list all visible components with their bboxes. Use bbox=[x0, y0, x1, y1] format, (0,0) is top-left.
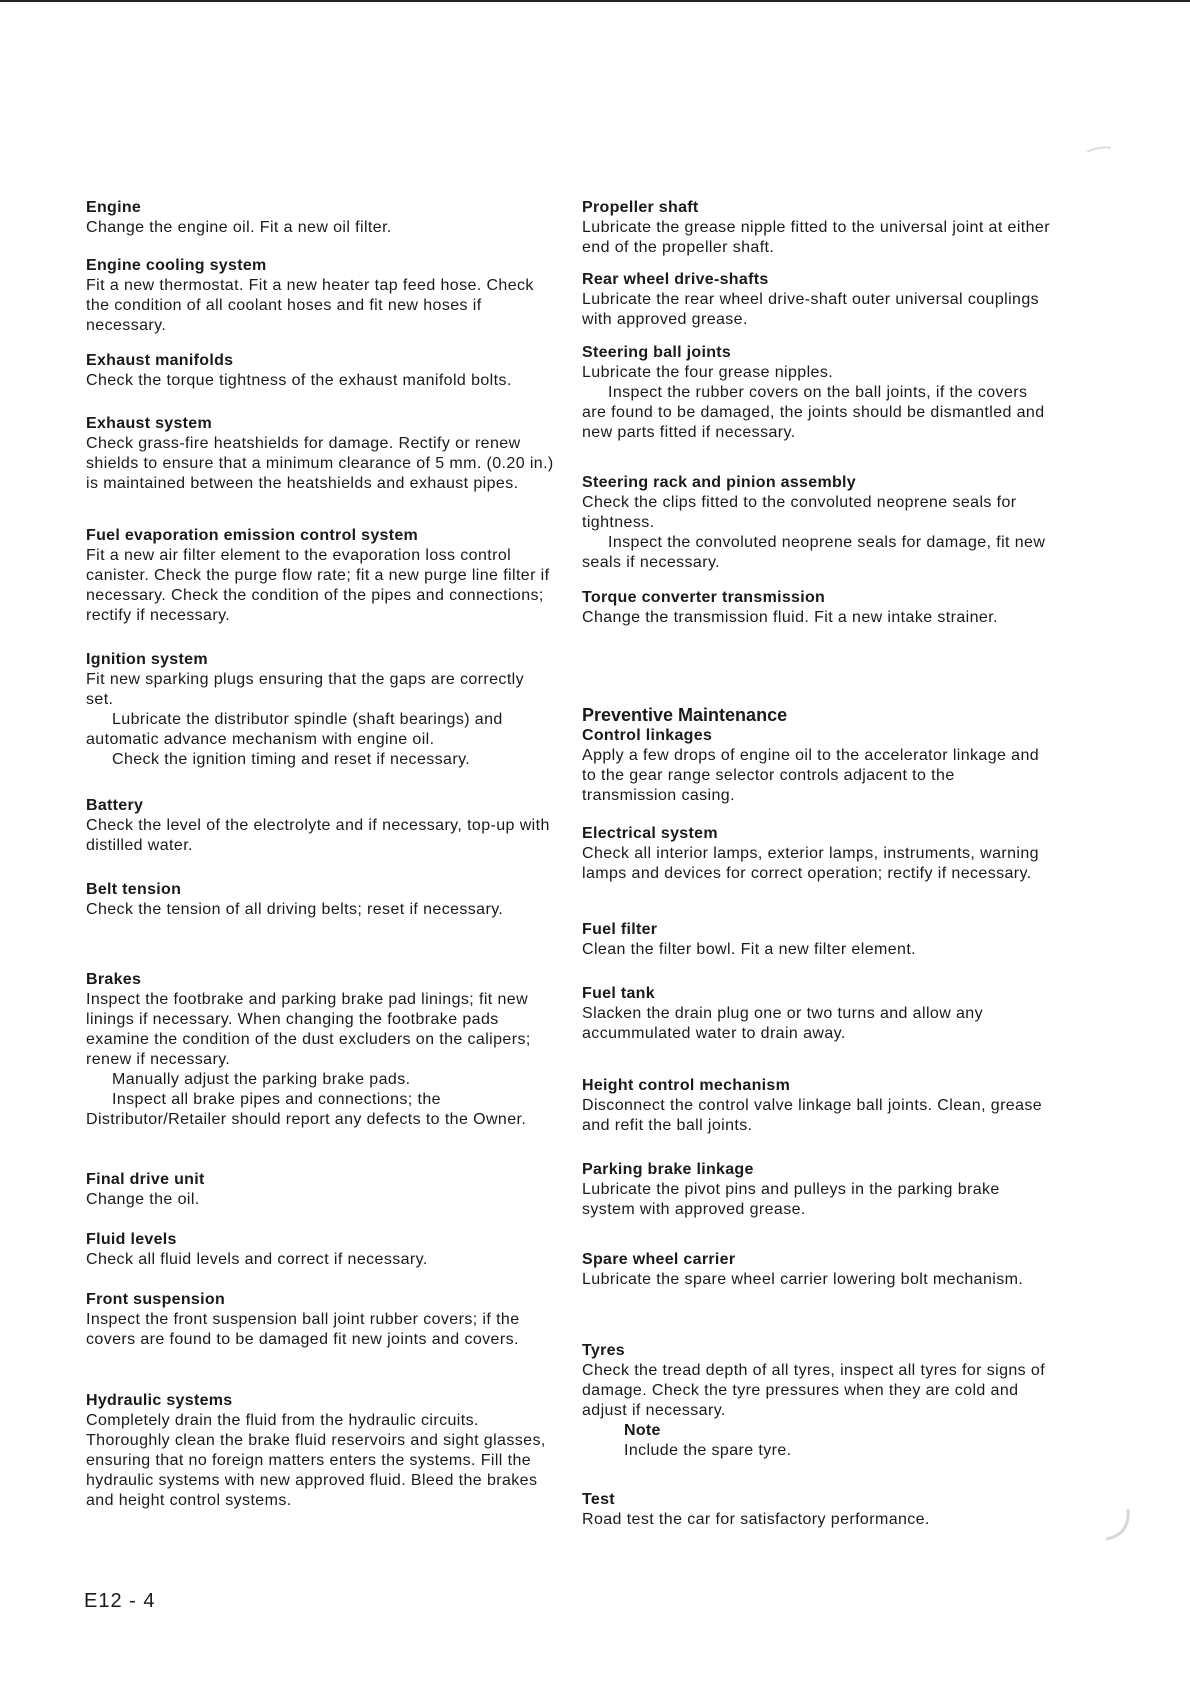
section-text: Fit a new air filter element to the evaporation loss control canister. Check the purge flow rate; fit a new purge line filter if necessary. Check the condition of the pipes and connections; rectify if necessary. bbox=[86, 547, 550, 624]
section-title: Fuel evaporation emission control system bbox=[86, 527, 419, 544]
section-title: Propeller shaft bbox=[582, 199, 699, 216]
section-title: Test bbox=[582, 1491, 615, 1508]
section-title: Engine cooling system bbox=[86, 257, 267, 274]
section-title: Ignition system bbox=[86, 651, 208, 668]
section-title: Control linkages bbox=[582, 727, 713, 744]
section-title: Exhaust manifolds bbox=[86, 352, 234, 369]
section-text: Completely drain the fluid from the hydraulic circuits. Thoroughly clean the brake fluid reservoirs and sight glasses, ensuring that no foreign matters enters the systems. Fill the hydraulic systems with new approved fluid. Bleed the brakes and height control systems. bbox=[86, 1412, 546, 1509]
top-rule bbox=[0, 0, 1190, 2]
section-title: Rear wheel drive-shafts bbox=[582, 271, 769, 288]
section-text: Inspect the rubber covers on the ball joints, if the covers are found to be damaged, the joints should be dismantled and new parts fitted if necessary. bbox=[582, 384, 1045, 441]
section-hydraulic-systems bbox=[86, 1391, 556, 1511]
section-steering-ball-joints bbox=[582, 343, 1052, 443]
section-title: Steering rack and pinion assembly bbox=[582, 474, 856, 491]
section-title: Battery bbox=[86, 797, 144, 814]
section-fuel-tank bbox=[582, 984, 1052, 1044]
section-battery bbox=[86, 796, 556, 856]
section-text: Lubricate the rear wheel drive-shaft outer universal couplings with approved grease. bbox=[582, 291, 1040, 328]
section-steering-rack bbox=[582, 473, 1052, 573]
section-text: Check the tread depth of all tyres, inspect all tyres for signs of damage. Check the tyre pressures when they are cold and adjust if necessary. bbox=[582, 1362, 1046, 1419]
section-belt-tension bbox=[86, 880, 556, 920]
section-title: Exhaust system bbox=[86, 415, 213, 432]
section-fuel-filter bbox=[582, 920, 1052, 960]
section-fluid-levels bbox=[86, 1230, 556, 1270]
section-title: Height control mechanism bbox=[582, 1077, 791, 1094]
section-front-suspension bbox=[86, 1290, 556, 1350]
section-text: Manually adjust the parking brake pads. bbox=[112, 1071, 411, 1088]
section-control-linkages bbox=[582, 704, 1052, 806]
section-text: Inspect the convoluted neoprene seals for damage, fit new seals if necessary. bbox=[582, 534, 1046, 571]
preventive-maintenance-heading: Preventive Maintenance bbox=[582, 705, 788, 725]
section-text: Fit new sparking plugs ensuring that the gaps are correctly set. bbox=[86, 671, 525, 708]
section-tyres bbox=[582, 1341, 1052, 1461]
section-text: Lubricate the spare wheel carrier lowering bolt mechanism. bbox=[582, 1271, 1024, 1288]
section-parking-brake-linkage bbox=[582, 1160, 1052, 1220]
section-text: Inspect all brake pipes and connections; the Distributor/Retailer should report any defects to the Owner. bbox=[86, 1091, 527, 1128]
section-text: Check the ignition timing and reset if necessary. bbox=[112, 751, 471, 768]
section-title: Front suspension bbox=[86, 1291, 226, 1308]
section-title: Brakes bbox=[86, 971, 142, 988]
section-exhaust-system bbox=[86, 414, 556, 494]
section-engine-cooling bbox=[86, 256, 556, 336]
section-title: Hydraulic systems bbox=[86, 1392, 233, 1409]
note-text: Include the spare tyre. bbox=[624, 1442, 792, 1459]
scan-mark bbox=[1085, 140, 1115, 160]
section-text: Change the oil. bbox=[86, 1191, 200, 1208]
note-label: Note bbox=[624, 1422, 661, 1439]
section-torque-converter bbox=[582, 588, 1052, 628]
section-title: Engine bbox=[86, 199, 142, 216]
section-exhaust-manifolds bbox=[86, 351, 556, 391]
section-text: Check all interior lamps, exterior lamps, instruments, warning lamps and devices for correct operation; rectify if necessary. bbox=[582, 845, 1039, 882]
section-text: Apply a few drops of engine oil to the accelerator linkage and to the gear range selector controls adjacent to the transmission casing. bbox=[582, 747, 1040, 804]
section-test bbox=[582, 1490, 1052, 1530]
section-title: Final drive unit bbox=[86, 1171, 205, 1188]
section-text: Inspect the footbrake and parking brake pad linings; fit new linings if necessary. When changing the footbrake pads examine the condition of the dust excluders on the calipers; renew if necessary. bbox=[86, 991, 531, 1068]
section-text: Lubricate the distributor spindle (shaft bearings) and automatic advance mechanism with engine oil. bbox=[86, 711, 503, 748]
section-brakes bbox=[86, 970, 556, 1130]
section-text: Slacken the drain plug one or two turns and allow any accummulated water to drain away. bbox=[582, 1005, 983, 1042]
section-title: Spare wheel carrier bbox=[582, 1251, 736, 1268]
section-spare-wheel-carrier bbox=[582, 1250, 1052, 1290]
section-text: Lubricate the pivot pins and pulleys in the parking brake system with approved grease. bbox=[582, 1181, 1000, 1218]
section-title: Belt tension bbox=[86, 881, 182, 898]
section-title: Tyres bbox=[582, 1342, 626, 1359]
section-title: Fuel tank bbox=[582, 985, 655, 1002]
section-text: Check the tension of all driving belts; reset if necessary. bbox=[86, 901, 504, 918]
section-engine bbox=[86, 198, 556, 238]
section-text: Road test the car for satisfactory performance. bbox=[582, 1511, 930, 1528]
section-title: Electrical system bbox=[582, 825, 718, 842]
section-text: Fit a new thermostat. Fit a new heater tap feed hose. Check the condition of all coolant hoses and fit new hoses if necessary. bbox=[86, 277, 534, 334]
note-block bbox=[582, 1421, 1052, 1461]
section-text: Lubricate the grease nipple fitted to the universal joint at either end of the propeller shaft. bbox=[582, 219, 1050, 256]
section-title: Torque converter transmission bbox=[582, 589, 826, 606]
section-text: Lubricate the four grease nipples. bbox=[582, 364, 834, 381]
page-number: E12 - 4 bbox=[84, 1590, 156, 1612]
section-text: Change the transmission fluid. Fit a new intake strainer. bbox=[582, 609, 998, 626]
section-text: Clean the filter bowl. Fit a new filter element. bbox=[582, 941, 917, 958]
section-title: Fluid levels bbox=[86, 1231, 177, 1248]
section-title: Fuel filter bbox=[582, 921, 658, 938]
section-text: Check the torque tightness of the exhaust manifold bolts. bbox=[86, 372, 512, 389]
section-fuel-evaporation bbox=[86, 526, 556, 626]
section-electrical-system bbox=[582, 824, 1052, 884]
section-propeller-shaft bbox=[582, 198, 1052, 258]
section-text: Check the clips fitted to the convoluted neoprene seals for tightness. bbox=[582, 494, 1017, 531]
section-text: Check grass-fire heatshields for damage. Rectify or renew shields to ensure that a minimum clearance of 5 mm. (0.20 in.) is maintained between the heatshields and exhaust pipes. bbox=[86, 435, 554, 492]
section-text: Change the engine oil. Fit a new oil filter. bbox=[86, 219, 392, 236]
section-final-drive bbox=[86, 1170, 556, 1210]
section-ignition-system bbox=[86, 650, 556, 770]
section-title: Steering ball joints bbox=[582, 344, 732, 361]
section-title: Parking brake linkage bbox=[582, 1161, 754, 1178]
section-text: Check all fluid levels and correct if necessary. bbox=[86, 1251, 428, 1268]
section-text: Check the level of the electrolyte and if necessary, top-up with distilled water. bbox=[86, 817, 550, 854]
section-height-control bbox=[582, 1076, 1052, 1136]
section-text: Inspect the front suspension ball joint rubber covers; if the covers are found to be damaged fit new joints and covers. bbox=[86, 1311, 520, 1348]
section-rear-wheel-drive-shafts bbox=[582, 270, 1052, 330]
scan-mark bbox=[1100, 1505, 1136, 1545]
section-text: Disconnect the control valve linkage ball joints. Clean, grease and refit the ball joints. bbox=[582, 1097, 1043, 1134]
